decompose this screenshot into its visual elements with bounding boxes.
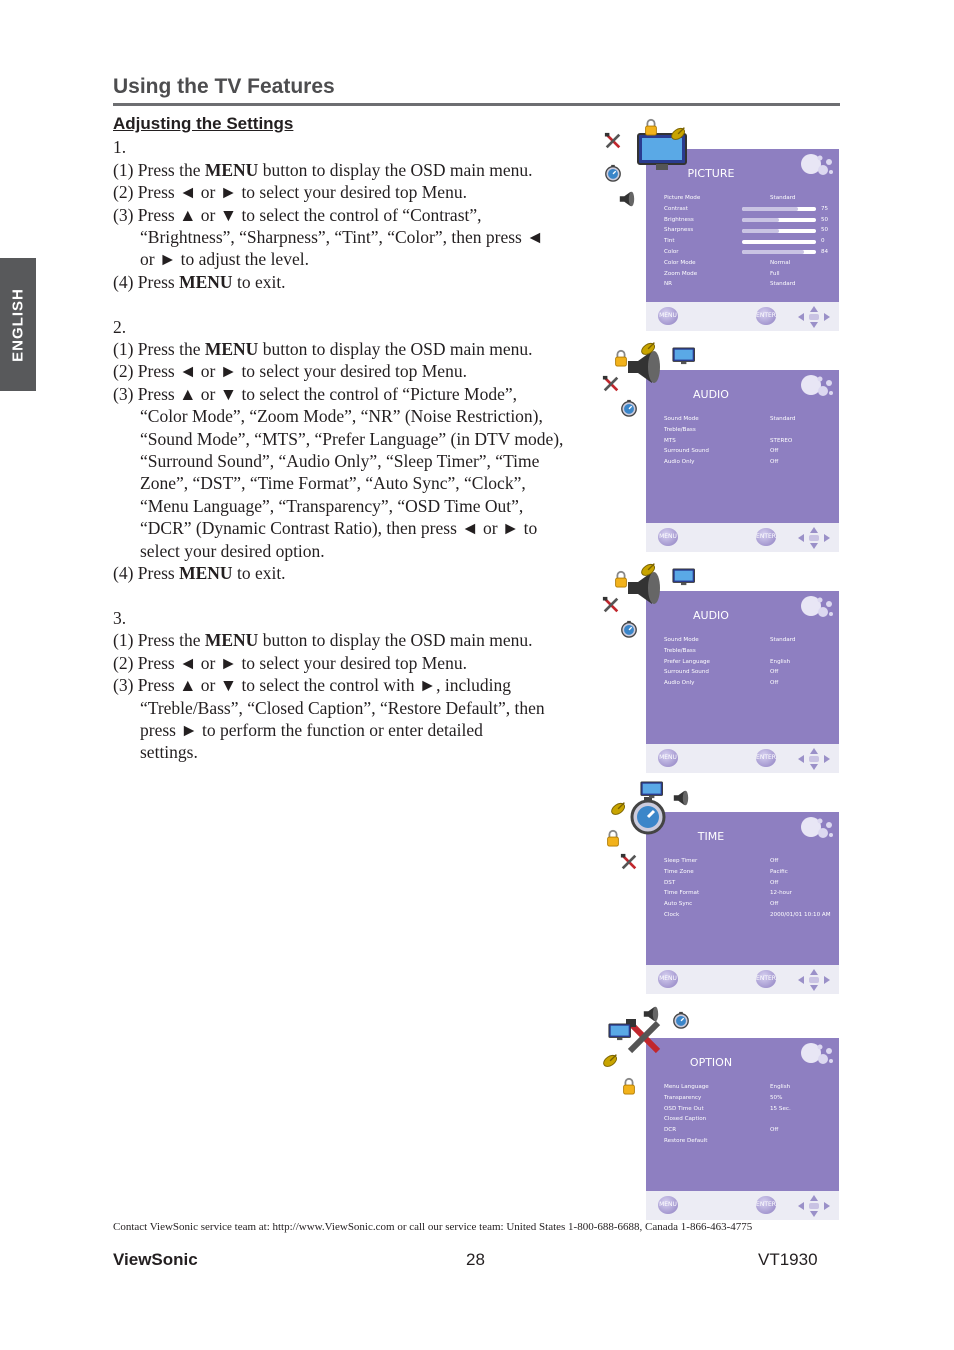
navigation-arrows-icon	[794, 747, 834, 771]
osd-row-label: Sleep Timer	[664, 858, 698, 864]
instruction-text: “Sound Mode”, “MTS”, “Prefer Language” (in DTV mode),	[140, 428, 564, 449]
osd-category-icons	[600, 118, 690, 298]
bubbles-decoration-icon	[799, 1041, 835, 1069]
bubbles-decoration-icon	[799, 373, 835, 401]
clock-icon	[620, 620, 638, 643]
instruction-text: (1) Press the	[113, 339, 205, 360]
osd-row-value: STEREO	[770, 437, 793, 444]
enter-button-icon: ENTER	[756, 1196, 776, 1214]
instruction-line	[113, 226, 593, 248]
osd-row-label: Auto Sync	[664, 901, 693, 908]
osd-row-label: NR	[664, 281, 673, 288]
instruction-line	[113, 472, 593, 494]
clock-icon	[604, 164, 622, 187]
instruction-line	[113, 495, 593, 517]
instruction-line	[113, 181, 593, 203]
dish-icon	[610, 799, 628, 822]
osd-screen-audio	[600, 339, 840, 540]
steps-list	[113, 136, 593, 763]
bubbles-decoration-icon	[799, 594, 835, 622]
lock-icon	[642, 118, 660, 141]
clock-icon	[672, 1011, 690, 1034]
instruction-line	[113, 652, 593, 674]
osd-row-label: MTS	[664, 437, 676, 444]
osd-row-value: Standard	[770, 195, 796, 201]
osd-row-value: Off	[770, 901, 779, 908]
instruction-text: (4) Press	[113, 271, 180, 292]
osd-row-label: Treble/Bass	[664, 647, 696, 654]
osd-row-value: 0	[821, 238, 825, 245]
osd-row-label: Surround Sound	[664, 448, 709, 455]
instruction-line	[113, 248, 593, 270]
osd-footer-bar	[646, 1191, 839, 1220]
step-number: 3.	[113, 607, 127, 628]
osd-row-value: 12-hour	[770, 890, 792, 897]
instruction-text: Zone”, “DST”, “Time Format”, “Auto Sync”, “Clock”,	[140, 473, 526, 494]
osd-row-label: Sound Mode	[664, 416, 699, 422]
instruction-line	[113, 450, 593, 472]
instruction-text: press ► to perform the function or enter detailed	[140, 719, 483, 740]
osd-row-label: Audio Only	[664, 459, 695, 466]
instruction-text: “Color Mode”, “Zoom Mode”, “NR” (Noise Restriction),	[140, 406, 543, 427]
osd-row-label: Brightness	[664, 216, 694, 223]
osd-level-bar	[742, 240, 816, 244]
tv-icon	[640, 781, 663, 804]
osd-row-value: Off	[770, 680, 779, 687]
instruction-line	[113, 741, 593, 763]
osd-row-label: Tint	[664, 238, 675, 245]
instruction-text: “Brightness”, “Sharpness”, “Tint”, “Color”, then press ◄	[140, 227, 544, 248]
osd-row-label: Time Format	[664, 890, 700, 897]
osd-row-value: 50	[821, 216, 829, 223]
osd-level-fill	[742, 207, 798, 211]
osd-row-value: Off	[770, 459, 779, 466]
osd-row-label: OSD Time Out	[664, 1105, 704, 1112]
step-number: 1.	[113, 137, 127, 158]
instruction-text: (2) Press ◄ or ► to select your desired top Menu.	[113, 182, 467, 203]
osd-menu-title: AUDIO	[693, 388, 729, 401]
osd-row-value: Off	[770, 879, 779, 886]
lock-icon	[612, 570, 630, 593]
osd-row-label: Clock	[664, 911, 680, 918]
osd-row-value: Off	[770, 448, 779, 455]
osd-menu-title: AUDIO	[693, 609, 729, 622]
footer-page-number: 28	[466, 1250, 485, 1269]
instruction-text: button to display the OSD main menu.	[258, 339, 533, 360]
osd-screen-option	[600, 1005, 840, 1208]
tools-icon	[602, 375, 620, 398]
instruction-line	[113, 383, 593, 405]
osd-menu-title: PICTURE	[687, 167, 735, 180]
enter-button-icon: ENTER	[756, 970, 776, 988]
osd-row-value: 84	[821, 248, 829, 255]
menu-button-icon: MENU	[658, 970, 678, 988]
instruction-line	[113, 271, 593, 293]
osd-row-label: Surround Sound	[664, 669, 709, 676]
menu-keyword: MENU	[204, 159, 259, 180]
osd-row-label: Restore Default	[664, 1137, 708, 1144]
instruction-line	[113, 674, 593, 696]
instruction-text: (1) Press the	[113, 630, 205, 651]
tools-icon	[620, 853, 638, 876]
osd-row-value: English	[770, 658, 791, 665]
subheading: Adjusting the Settings	[113, 114, 294, 133]
osd-row-label: Audio Only	[664, 680, 695, 687]
osd-row-label: Transparency	[664, 1094, 702, 1101]
dish-icon	[670, 124, 688, 147]
dish-icon	[602, 1051, 620, 1074]
osd-row-value: Standard	[770, 637, 796, 643]
instruction-line	[113, 697, 593, 719]
osd-row-value: 50%	[770, 1094, 783, 1101]
instruction-line	[113, 629, 593, 651]
osd-row-label: DCR	[664, 1127, 677, 1134]
tv-icon	[608, 1023, 631, 1046]
clock-icon	[620, 399, 638, 422]
osd-row-value: English	[770, 1084, 791, 1090]
instruction-text: to exit.	[232, 271, 286, 292]
menu-button-icon: MENU	[658, 1196, 678, 1214]
menu-button-icon: MENU	[658, 749, 678, 767]
section-divider	[113, 103, 840, 106]
osd-level-fill	[742, 229, 779, 233]
speaker-icon	[618, 190, 636, 213]
enter-button-icon: ENTER	[756, 307, 776, 325]
osd-screen-time	[600, 781, 840, 982]
language-tab-label: ENGLISH	[9, 287, 27, 362]
osd-row-value: Off	[770, 1127, 779, 1134]
osd-row-label: Time Zone	[664, 868, 694, 875]
section-title: Using the TV Features	[113, 75, 335, 98]
osd-row-value: 15 Sec.	[770, 1105, 791, 1112]
navigation-arrows-icon	[794, 305, 834, 329]
osd-row-value: Off	[770, 669, 779, 676]
menu-keyword: MENU	[204, 630, 259, 651]
osd-row-label: Contrast	[664, 205, 688, 212]
tools-icon	[602, 596, 620, 619]
navigation-arrows-icon	[794, 968, 834, 992]
osd-row-label: Prefer Language	[664, 658, 710, 665]
instruction-line	[113, 719, 593, 741]
instruction-text: (2) Press ◄ or ► to select your desired top Menu.	[113, 361, 467, 382]
instruction-text: or ► to adjust the level.	[140, 249, 309, 270]
osd-category-icons	[600, 560, 690, 740]
osd-level-bar	[742, 218, 816, 222]
osd-row-label: Treble/Bass	[664, 426, 696, 433]
osd-row-label: DST	[664, 879, 676, 886]
osd-footer-bar	[646, 965, 839, 994]
instruction-text: button to display the OSD main menu.	[258, 159, 533, 180]
osd-row-value: 50	[821, 227, 829, 234]
blank-line	[113, 293, 593, 315]
osd-menu-title: OPTION	[689, 1056, 733, 1069]
osd-level-bar	[742, 207, 816, 211]
instruction-text: “Surround Sound”, “Audio Only”, “Sleep Timer”, “Time	[140, 451, 540, 472]
osd-level-fill	[742, 250, 804, 254]
menu-keyword: MENU	[179, 563, 233, 584]
osd-level-bar	[742, 229, 816, 233]
tv-icon	[672, 568, 695, 591]
osd-row-value: 75	[821, 205, 829, 212]
instructions-column	[113, 113, 593, 764]
instruction-text: “Treble/Bass”, “Closed Caption”, “Restore Default”, then	[140, 697, 545, 718]
menu-keyword: MENU	[204, 339, 259, 360]
language-side-tab	[0, 258, 36, 391]
osd-footer-bar	[646, 744, 839, 773]
tools-icon	[604, 132, 622, 155]
instruction-line	[113, 540, 593, 562]
osd-row-label: Color	[664, 248, 679, 255]
osd-category-icons	[600, 339, 690, 519]
instruction-line	[113, 338, 593, 360]
instruction-line	[113, 360, 593, 382]
instruction-text: (3) Press ▲ or ▼ to select the control of “Picture Mode”,	[113, 383, 517, 404]
osd-footer-bar	[646, 302, 839, 331]
instruction-line	[113, 405, 593, 427]
bubbles-decoration-icon	[799, 152, 835, 180]
instruction-text: settings.	[140, 742, 198, 763]
enter-button-icon: ENTER	[756, 528, 776, 546]
osd-level-fill	[742, 218, 779, 222]
instruction-text: button to display the OSD main menu.	[258, 630, 533, 651]
osd-row-label: Closed Caption	[664, 1116, 707, 1123]
navigation-arrows-icon	[794, 1194, 834, 1218]
bubbles-decoration-icon	[799, 815, 835, 843]
osd-row-label: Zoom Mode	[664, 270, 698, 277]
osd-row-label: Sound Mode	[664, 637, 699, 643]
instruction-text: select your desired option.	[140, 540, 325, 561]
instruction-text: to exit.	[232, 563, 286, 584]
menu-keyword: MENU	[179, 271, 233, 292]
enter-button-icon: ENTER	[756, 749, 776, 767]
osd-row-value: Normal	[770, 259, 791, 266]
instruction-line	[113, 159, 593, 181]
instruction-line	[113, 562, 593, 584]
dish-icon	[640, 560, 658, 583]
instruction-text: (1) Press the	[113, 159, 205, 180]
lock-icon	[612, 349, 630, 372]
footer-model: VT1930	[758, 1250, 818, 1269]
menu-button-icon: MENU	[658, 307, 678, 325]
step-number: 2.	[113, 316, 127, 337]
osd-row-label: Color Mode	[664, 259, 696, 266]
speaker-icon	[672, 789, 690, 812]
osd-row-value: 2000/01/01 10:10 AM	[770, 911, 831, 918]
navigation-arrows-icon	[794, 526, 834, 550]
osd-row-value: Standard	[770, 416, 796, 422]
instruction-text: (3) Press ▲ or ▼ to select the control with ►, including	[113, 675, 512, 696]
osd-row-value: Pacific	[770, 868, 788, 875]
contact-line: Contact ViewSonic service team at: http://www.ViewSonic.com or call our service team: United States 1-800-688-6688, Canada 1-866-463-4775	[113, 1221, 753, 1233]
osd-row-label: Sharpness	[664, 227, 694, 234]
footer-brand: ViewSonic	[113, 1250, 198, 1269]
osd-row-value: Off	[770, 858, 779, 864]
dish-icon	[640, 339, 658, 362]
osd-screen-picture	[600, 118, 840, 319]
instruction-line	[113, 517, 593, 539]
osd-level-bar	[742, 250, 816, 254]
tv-icon	[672, 347, 695, 370]
blank-line	[113, 585, 593, 607]
instruction-text: “DCR” (Dynamic Contrast Ratio), then press ◄ or ► to	[140, 518, 538, 539]
instruction-text: (4) Press	[113, 563, 180, 584]
instruction-text: (3) Press ▲ or ▼ to select the control of “Contrast”,	[113, 204, 482, 225]
instruction-line	[113, 204, 593, 226]
instruction-text: (2) Press ◄ or ► to select your desired top Menu.	[113, 652, 467, 673]
speaker-icon	[642, 1005, 660, 1028]
lock-icon	[620, 1077, 638, 1100]
osd-screen-audio	[600, 560, 840, 761]
osd-row-label: Menu Language	[664, 1084, 709, 1090]
osd-menu-title: TIME	[697, 830, 725, 843]
osd-footer-bar	[646, 523, 839, 552]
osd-category-icons	[600, 1005, 690, 1185]
menu-button-icon: MENU	[658, 528, 678, 546]
lock-icon	[604, 829, 622, 852]
osd-row-label: Picture Mode	[664, 195, 701, 201]
osd-row-value: Standard	[770, 281, 796, 288]
osd-category-icons	[600, 781, 693, 961]
instruction-line	[113, 428, 593, 450]
osd-row-value: Full	[770, 270, 780, 277]
instruction-text: “Menu Language”, “Transparency”, “OSD Time Out”,	[140, 495, 524, 516]
